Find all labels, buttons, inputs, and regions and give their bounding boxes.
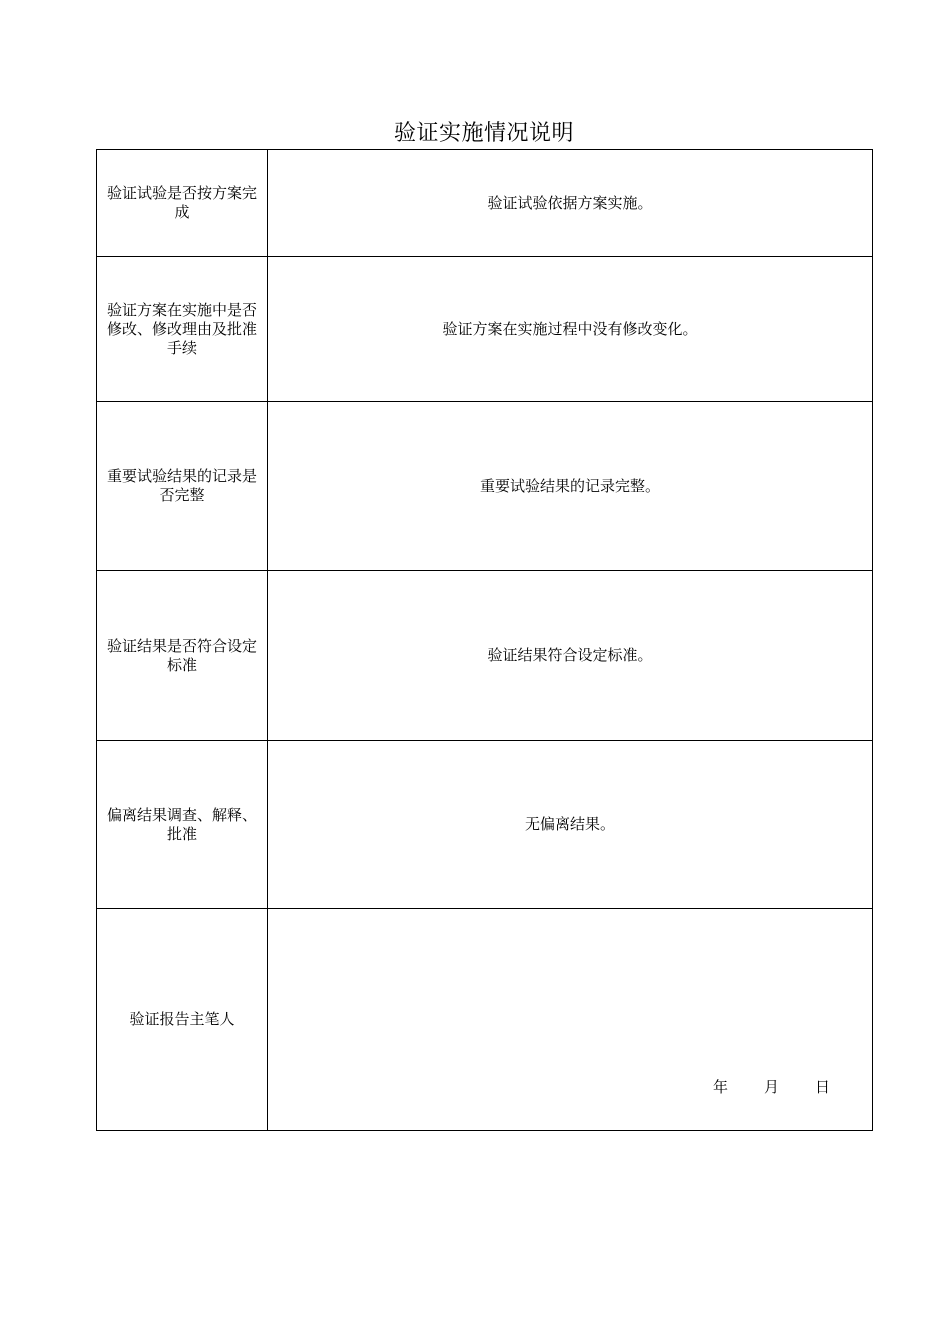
label-record-completeness bbox=[97, 402, 268, 571]
label-report-author-text: 验证报告主笔人 bbox=[129, 1010, 235, 1028]
content-plan-modification: 验证方案在实施过程中没有修改变化。 bbox=[268, 257, 873, 402]
label-deviation-text: 偏离结果调查、解释、批准 bbox=[106, 805, 257, 843]
label-record-completeness-text: 重要试验结果的记录是否完整 bbox=[106, 467, 257, 504]
content-report-author bbox=[268, 909, 873, 1131]
table-row-record-completeness bbox=[97, 402, 873, 571]
signature-date bbox=[713, 1078, 830, 1097]
label-plan-modification-text: 验证方案在实施中是否修改、修改理由及批准手续 bbox=[106, 300, 257, 357]
label-report-author bbox=[97, 909, 268, 1131]
date-day-label: 日 bbox=[814, 1078, 830, 1096]
verification-table bbox=[96, 149, 873, 1131]
date-month-label: 月 bbox=[763, 1078, 779, 1096]
table-row-standard-compliance bbox=[97, 571, 873, 741]
label-plan-completion-text: 验证试验是否按方案完成 bbox=[106, 184, 257, 221]
content-record-completeness: 重要试验结果的记录完整。 bbox=[268, 402, 873, 571]
label-standard-compliance bbox=[97, 571, 268, 741]
table-row-deviation bbox=[97, 741, 873, 909]
content-standard-compliance: 验证结果符合设定标准。 bbox=[268, 571, 873, 741]
label-standard-compliance-text: 验证结果是否符合设定标准 bbox=[106, 636, 257, 674]
table-row-report-author bbox=[97, 909, 873, 1131]
content-plan-completion: 验证试验依据方案实施。 bbox=[268, 150, 873, 257]
document-title: 验证实施情况说明 bbox=[393, 121, 574, 146]
content-deviation: 无偏离结果。 bbox=[268, 741, 873, 909]
table-row-plan-modification bbox=[97, 257, 873, 402]
label-deviation bbox=[97, 741, 268, 909]
date-year-label: 年 bbox=[712, 1078, 728, 1096]
table-row-plan-completion bbox=[97, 150, 873, 257]
label-plan-modification bbox=[97, 257, 268, 402]
label-plan-completion bbox=[97, 150, 268, 257]
